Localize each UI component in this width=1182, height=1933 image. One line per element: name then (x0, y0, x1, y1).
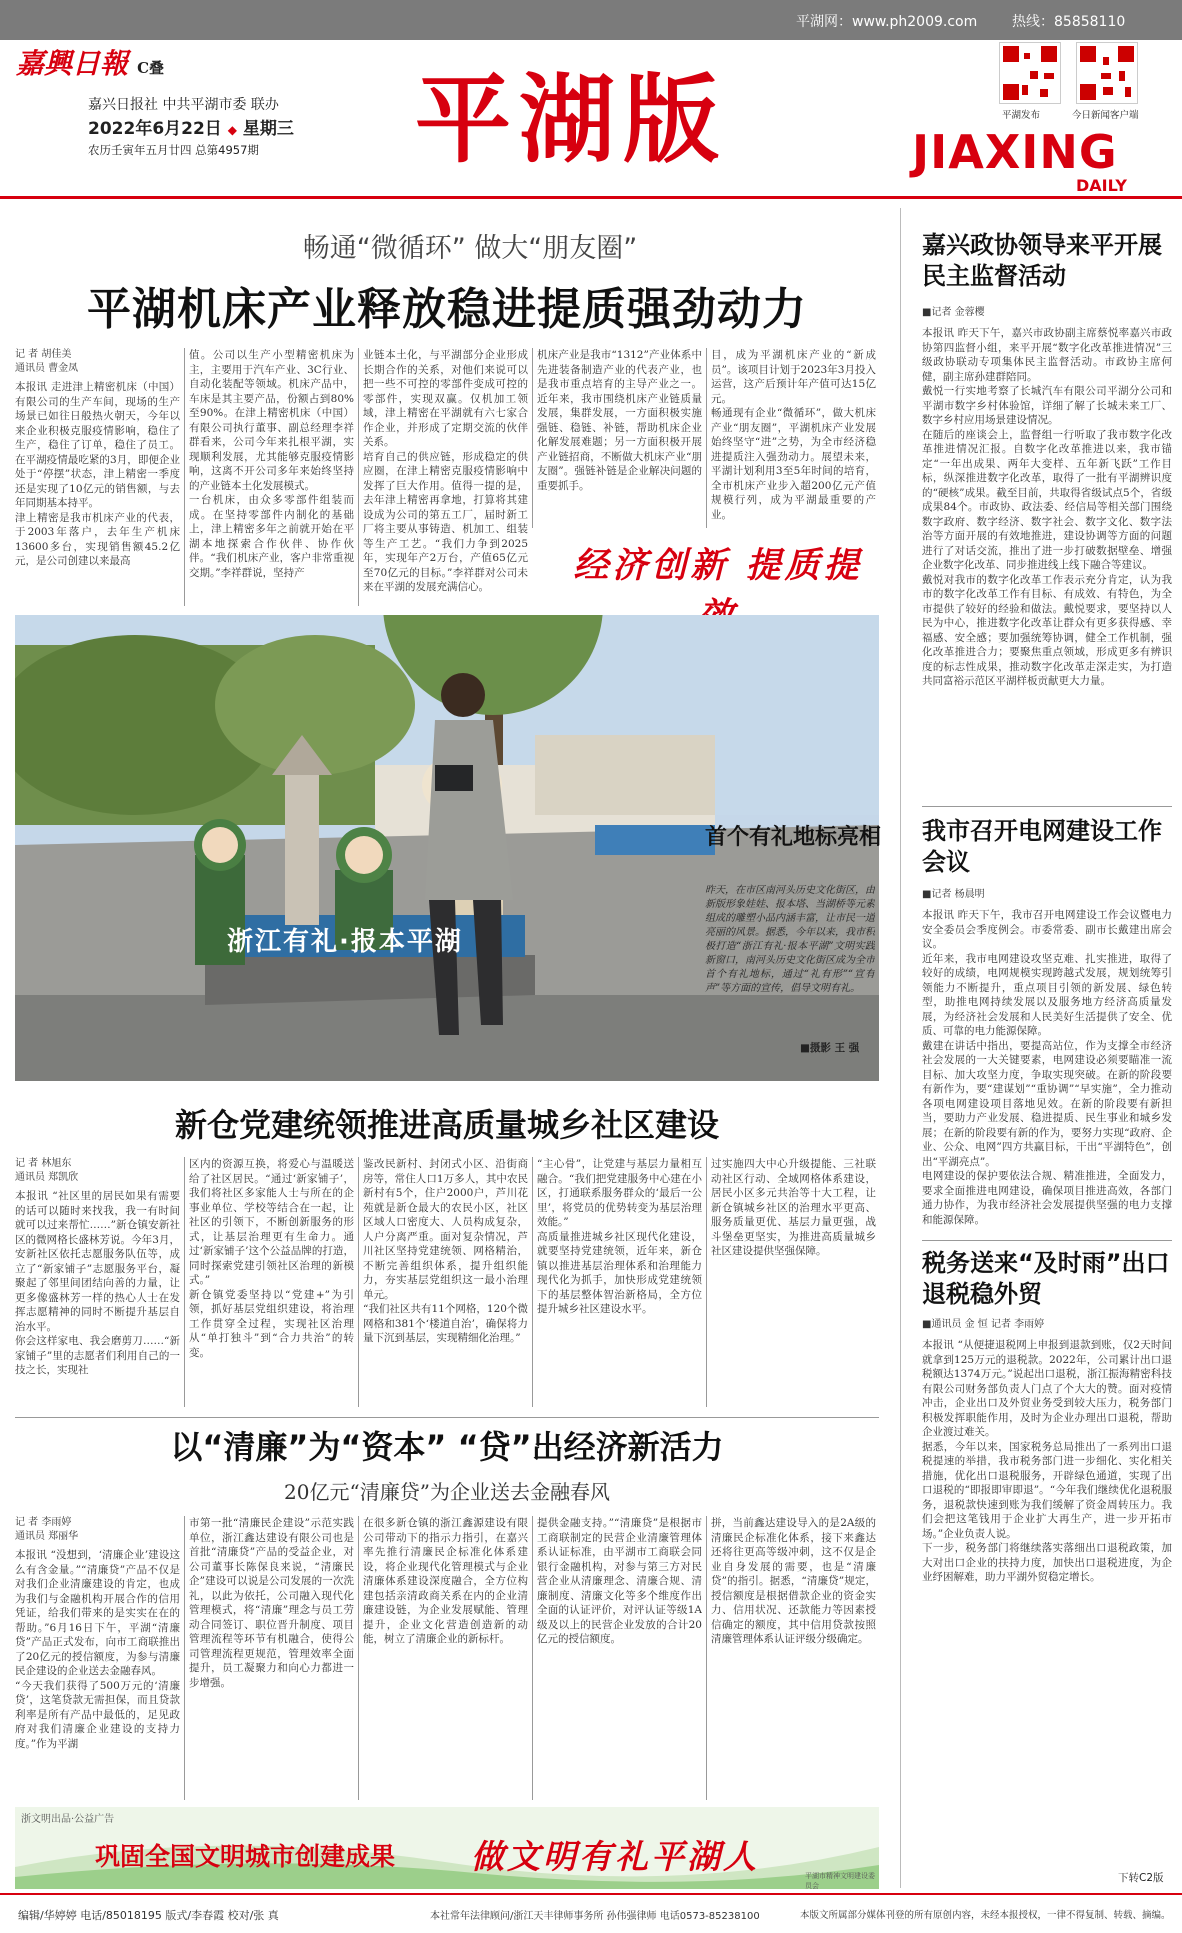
article2-column: 本报讯 “社区里的居民如果有需要的话可以随时来找我，我一有时间就可以过来帮忙……”新仓镇安新社区的微网格长盛林芳说。今年3月，安新社区依托志愿服务队伍等，成立了“新家铺子”志愿服务平台，凝聚起了邻里间团结向善的力量，让更多像盛林芳一样的热心人士在发挥志愿精神的同时不断提升基层自治水平。 你会这样家电、我会磨剪刀……“新家铺子”里的志愿者们利用自己的一技之长，实现社 (15, 1190, 180, 1376)
top-strip (0, 0, 1182, 40)
article2-byline (15, 1157, 165, 1185)
footer-editor: 编辑/华婷婷 电话/85018195 版式/李春霞 校对/张 真 (18, 1909, 279, 1922)
side3-byline: ■通讯员 金 恒 记者 李雨婷 (922, 1319, 1045, 1330)
byline-line: 通讯员 郑丽华 (15, 1531, 79, 1542)
lead-column: 业链本土化，与平湖部分企业形成长期合作的关系，对他们来说可以把一些不可控的零部件变成可控的零部件，实现双赢。仅机加工领域，津上精密在平湖就有六七家合作企业，并形成了定期交流的伙伴关系。 培育自己的供应链，形成稳定的供应圈，在津上精密克服疫情影响中发挥了巨大作用。值得一提的是，去年津上精密再拿地，打算将其建设成为公司的第五工厂，届时新工厂将主要从事铸造、机加工、组装等生产工艺。“我们力争到2025年，实现年产2万台，产值65亿元至70亿元的目标。”李祥群对公司未来在平湖的发展充满信心。 (363, 349, 528, 593)
side2-body: 本报讯 昨天下午，我市召开电网建设工作会议暨电力安全委员会季度例会。市委常委、副市长戴建出席会议。 近年来，我市电网建设攻坚克难、扎实推进，取得了较好的成绩，电网规模实现跨越式发展，规划统筹引领能力不断提升，重点项目引领的新发展、绿色转型，助推电网持续发展以及服务地方经济高质量发展，为经济社会发展和人民美好生活提供了安全、优质、可靠的电力能源保障。 戴建在讲话中指出，要提高站位，作为支撑全市经济社会发展的一大关键要素，电网建设必须要瞄准一流目标、加大攻坚力度，争取实现突破。在新的阶段要有新作为，要“建谋划”“重协调”“早实施”，全力推动各项电网建设项目落地见效。在新的阶段要有新担当，要助力产业发展、稳进提质、民生事业和城乡发展；在新的阶段要有新的作为，要努力实现“政府、企业、公众、电网”四方共赢目标，干出“平湖特色”，创出“平湖亮点”。 电网建设的保护要依法合规、精准推进，全面发力，要求全面推进电网建设，确保项目推进高效，各部门通力协作，为我市经济社会发展提供坚强的电力支撑和能源保障。 (922, 909, 1172, 1226)
byline-line: 记 者 李雨婷 (15, 1517, 72, 1528)
economy-slogan: 经济创新 提质提 (573, 545, 863, 586)
issue-date: 2022年6月22日 (88, 119, 222, 139)
column-rule (184, 1516, 185, 1800)
site-url[interactable]: 平湖网：www.ph2009.com (796, 14, 978, 30)
sidebar-rule (900, 208, 901, 1888)
column-rule (358, 1157, 359, 1407)
continued-note[interactable]: 下转C2版 (1118, 1872, 1164, 1884)
column-rule (532, 348, 533, 528)
byline-line: 记 者 胡佳美 (15, 349, 72, 360)
publishers: 嘉兴日报社 中共平湖市委 联办 (88, 97, 279, 113)
column-rule (706, 1157, 707, 1407)
qr-label: 平湖发布 (1002, 110, 1041, 121)
article3-column: 在很多新仓镇的浙江鑫源建设有限公司带动下的指示力指引，在嘉兴率先推行清廉民企标准化体系建设，将企业现代化管理模式与企业清廉体系建设深度融合，全方位构建包括亲清政商关系在内的企业清廉建设链，为企业发展赋能、管理提升，企业文化营造创造新的动能，树立了清廉企业的新标杆。 (363, 1517, 528, 1645)
banner-issuer: 平湖市精神文明建设委员会 (805, 1872, 875, 1889)
byline-line: 通讯员 曹金凤 (15, 363, 79, 374)
hotline: 热线：85858110 (1012, 14, 1126, 30)
lead-headline: 平湖机床产业释放稳进提质强劲动力 (87, 284, 807, 335)
lead-column: 目，成为平湖机床产业的“新成员”。该项目计划于2023年3月投入运营，这产后预计年产值可达15亿元。 畅通现有企业“微循环”，做大机床产业“朋友圈”，平湖机床产业发展始终坚守“进”之势，为全市经济稳进提质注入强劲动力。展望未来，平湖计划利用3至5年时间的培育，全市机床产业步入超200亿元产值规模行列，成为平湖最重要的产业。 (711, 349, 876, 521)
side3-headline: 税务送来“及时雨”出口退税稳外贸 (922, 1249, 1170, 1308)
banner-label: 浙文明出品·公益广告 (21, 1814, 115, 1825)
qr-label: 今日新闻客户端 (1072, 110, 1139, 121)
column-rule (532, 1516, 533, 1800)
banner-left: 巩固全国文明城市创建成果 (95, 1842, 396, 1871)
article3-column: 市第一批“清廉民企建设”示范实践单位，浙江鑫达建设有限公司也是首批“清廉贷”产品的受益企业，对公司董事长陈保良来说，“清廉民企”建设可以说是公司发展的一次洗礼，以此为依托，公司融入现代化管理模式，将“清廉”理念与员工劳动合同签订、职位晋升制度、项目管理流程等环节有机融合，使得公司管理流程更规范，管理效率全面提升，员工凝聚力和向心力都进一步增强。 (189, 1517, 354, 1689)
lead-column: 机床产业是我市“1312”产业体系中先进装备制造产业的代表产业，也是我市重点培育的主导产业之一。近年来，我市围绕机床产业链质量发展，集群发展，一方面积极实施强链、稳链、补链，帮助机床企业化解发展难题；另一方面积极开展产业链招商，不断做大机床产业“朋友圈”。强链补链是企业解决问题的重要抓手。 (537, 349, 702, 492)
article3-headline: 以“清廉”为“资本” “贷”出经济新活力 (170, 1428, 724, 1466)
masthead-logo-block (16, 42, 286, 82)
article2-column: “主心骨”，让党建与基层力量相互融合。“我们把党建服务中心建在小区，打通联系服务群众的‘最后一公里’，将党员的优势转变为基层治理效能。” 高质量推进城乡社区现代化建设，就要坚持党建统领，近年来，新仓镇以推进基层治理体系和治理能力现代化为抓手，加快形成党建统领下的基层整体智治新格局，全方位提升城乡社区建设水平。 (537, 1158, 702, 1315)
qr-code-icon[interactable] (999, 42, 1061, 104)
brand-en: JIAXING (912, 125, 1118, 179)
lead-column: 值。公司以生产小型精密机床为主，主要用于汽车产业、3C行业、自动化装配等领域。机床产品中，车床是其主要产品，份额占到80%至90%。在津上精密机床（中国）有限公司执行董事、副总经理李祥群看来，公司今年来扎根平湖，实现顺利发展，尤其能够克服疫情影响，这离不开公司多年来始终坚持的产业链本土化发展模式。 一台机床，由众多零部件组装而成。在坚持零部件内制化的基础上，津上精密多年之前就开始在平湖本地探索合作伙伴、协作伙伴。“我们机床产业，客户非常重视交期。”李祥群说，坚持产 (189, 349, 354, 579)
issue-date-line (88, 114, 294, 139)
article2-column: 区内的资源互换，将爱心与温暖送给了社区居民。“通过‘新家铺子’，我们将社区多家能人士与所在的企事业单位、学校等结合在一起，让社区的引领下，不断创新服务的形式，让基层治理更有生命力。通过‘新家铺子’这个公益品牌的打造，同时探索党建引领社区治理的新模式。” 新仓镇党委坚持以“党建+”为引领，抓好基层党组织建设，将治理工作贯穿全过程，实现社区治理从“单打独斗”到“合力共治”的转变。 (189, 1158, 354, 1359)
masthead-divider (0, 196, 1182, 199)
side1-headline: 嘉兴政协领导来平开展民主监督活动 (922, 231, 1162, 290)
side2-byline: ■记者 杨晨明 (922, 889, 985, 900)
banner-right: 做文明有礼平湖人 (471, 1837, 759, 1876)
lead-kicker: 畅通“微循环” 做大“朋友圈” (302, 233, 638, 264)
lunar-date: 农历壬寅年五月廿四 总第4957期 (88, 143, 259, 157)
article2-headline: 新仓党建统领推进高质量城乡社区建设 (174, 1106, 719, 1144)
article3-column: 提供金融支持。”“清廉贷”是根据市工商联制定的民营企业清廉管理体系认证标准，由平湖市工商联会同银行金融机构，对参与第三方对民营企业从清廉理念、清廉合规、清廉制度、清廉文化等多个维度作出全面的认证评价，对评认证等级1A级及以上的民营企业发放的合计20亿元的授信额度。 (537, 1517, 702, 1645)
lead-column: 本报讯 走进津上精密机床（中国）有限公司的生产车间，现场的生产场景已如往日般热火朝天，今年以来企业积极克服疫情影响，稳住了生产，稳住了订单，稳住了员工。在平湖疫情最吃紧的3月，即便企业处于“停摆”状态，津上精密一季度还是实现了10亿元的销售额，与去年同期基本持平。 津上精密是我市机床产业的代表，于2003年落户，去年生产机床13600多台，实现销售额45.2亿元，是公司创建以来最高 (15, 381, 180, 567)
newspaper-logo: 嘉興日報 (16, 47, 129, 80)
footer (0, 1893, 1182, 1933)
article3-column: 本报讯 “没想到，‘清廉企业’建设这么有含金量。”“清廉贷”产品不仅是对我们企业清廉建设的肯定，也成为我们与金融机构开展合作的信用凭证，给我们带来的是实实在在的帮助。”6月16日下午，平湖“清廉贷”产品正式发布，向市工商联推出了20亿元的授信额度，为参与清廉民企建设的企业送去金融春风。 “今天我们获得了500万元的‘清廉贷’，这笔贷款无需担保，而且贷款利率是所有产品中最低的，足见政府对我们清廉企业建设的支持力度。”作为平湖 (15, 1549, 180, 1750)
sidebar-divider (922, 806, 1172, 807)
column-rule (532, 1157, 533, 1407)
side1-byline: ■记者 金蓉樱 (922, 307, 985, 318)
article2-column: 鉴改民新村、封闭式小区、沿街商房等，常住人口1万多人，其中农民新村有5个，住户2000户，芦川花苑就是新仓最大的农民小区，社区区域人口密度大、人员构成复杂，人户分离严重。面对复杂情况，芦川社区坚持党建统领、网格精治，不断完善组织体系，提升组织能力，夯实基层党组织这一最小治理单元。 “我们社区共有11个网格，120个微网格和381个‘楼道自治’，确保将力量下沉到基层，实现精细化治理。” (363, 1158, 528, 1344)
column-rule (358, 1516, 359, 1800)
column-rule (358, 348, 359, 606)
photo-caption: 昨天，在市区南河头历史文化街区，由新版形象娃娃、报本塔、当湖桥等元素组成的雕塑小品内涵丰富，让市民一道亮丽的风景。据悉，今年以来，我市积极打造“浙江有礼·报本平湖”文明实践新窗口，南河头历史文化街区成为全市首个有礼地标，通过“礼有形”“宣有声”等方面的宣传，倡导文明有礼。 (705, 885, 875, 994)
article3-byline (15, 1516, 165, 1544)
article2-column: 过实施四大中心升级提能、三社联动社区行动、全域网格体系建设，居民小区多元共治等十大工程，让新仓镇城乡社区的治理水平更高、服务质量更优、基层力量更强，战斗堡垒更坚实，为推进高质量城乡社区建设提供坚强保障。 (711, 1158, 876, 1257)
article3-column: 拼，当前鑫达建设导入的是2A级的清廉民企标准化体系，接下来鑫达还将往更高等级冲刺，这不仅是企业自身发展的需要，也是“清廉贷”的指引。据悉，“清廉贷”规定，授信额度是根据借款企业的资金实力、信用状况、还款能力等因素授信确定的额度，其中信用贷款按照清廉管理体系认证评级分级确定。 (711, 1517, 876, 1645)
byline-line: 通讯员 郑凯欣 (15, 1172, 79, 1183)
diamond-icon: ◆ (227, 123, 237, 137)
side1-body: 本报讯 昨天下午，嘉兴市政协副主席蔡悦率嘉兴市政协第四监督小组，来平开展“数字化改革推进情况”三级政协联动专项集体民主监督活动。市政协主席何健，副主席孙建群陪同。 戴悦一行实地考察了长城汽车有限公司平湖分公司和平湖市数字乡村体验馆，详细了解了长城未来工厂、数字乡村应用场景建设情况。 在随后的座谈会上，监督组一行听取了我市数字化改革推进情况汇报。自数字化改革推进以来，我市锚定“一年出成果、两年大变样、五年新飞跃”工作目标，纵深推进数字化改革，取得了一批有平湖辨识度的“硬核”成果。截至目前，共取得省级试点5个，省级成果84个。市政协、政法委、经信局等相关部门围绕数字政府、数字经济、数字社会、数字文化、数字法治等方面开展的有效地推进，建设协调等方面的问题进行了对话交流，推出了进一步打破数据壁垒、增强企业数字化改革、同步推进线上线下融合等建议。 戴悦对我市的数字化改革工作表示充分肯定，认为我市的数字化改革工作有目标、有成效、有特色，为全市提供了较好的经验和做法。戴悦要求，要坚持以人民为中心，推进数字化改革让群众有更多获得感、幸福感、安全感；要加强统筹协调，健全工作机制，强化改革推进合力；要聚焦重点领域，形成更多有辨识度的标志性成果，推动数字化改革走深走实，为打造共同富裕示范区平湖样板贡献更大力量。 (922, 327, 1172, 687)
section-code: C叠 (137, 59, 165, 77)
photo-title: 首个有礼地标亮相 (705, 825, 882, 850)
section-divider (15, 1417, 879, 1418)
column-rule (706, 1516, 707, 1800)
byline-line: 记 者 林旭东 (15, 1158, 72, 1169)
column-rule (184, 1157, 185, 1407)
side3-body: 本报讯 “从便捷退税网上申报到退款到账，仅2天时间就拿到125万元的退税款。2022年，公司累计出口退税额达1374万元。”说起出口退税，浙江振海精密科技有限公司财务部负责人门点了个大大的赞。面对疫情冲击，企业出口及外贸业务受到较大压力，税务部门积极发挥职能作用，及时为企业办理出口退税，帮助企业渡过难关。 据悉，今年以来，国家税务总局推出了一系列出口退税提速的举措，我市税务部门进一步细化、实化相关措施，优化出口退税服务，开辟绿色通道，实现了出口退税的“即报即审即退”。“今年我们继续优化退税服务，退税款快速到账为我们缓解了资金周转压力。我们会把这笔钱用于企业扩大再生产，进一步开拓市场。”企业负责人说。 下一步，税务部门将继续落实落细出口退税政策，加大对出口企业的扶持力度，加快出口退税进度，为企业纾困解难，助力平湖外贸稳定增长。 (922, 1339, 1172, 1583)
side2-headline: 我市召开电网建设工作会议 (922, 817, 1162, 876)
footer-ad: 本社常年法律顾问/浙江天丰律师事务所 孙伟强律师 电话0573-85238100 (430, 1911, 760, 1922)
sign-text: 浙江有礼·报本平湖 (227, 927, 463, 957)
civility-banner (15, 1807, 879, 1889)
weekday: 星期三 (242, 119, 294, 139)
article3-subhead: 20亿元“清廉贷”为企业送去金融春风 (284, 1480, 610, 1504)
brand-en-sub: DAILY (1076, 176, 1127, 195)
edition-title: 平湖版 (415, 63, 727, 176)
sidebar-divider (922, 1240, 1172, 1241)
lead-byline (15, 348, 165, 376)
photo-credit: ■摄影 王 强 (800, 1042, 860, 1054)
qr-code-icon[interactable] (1076, 42, 1138, 104)
footer-notice: 本版文所属部分媒体刊登的所有原创内容，未经本报授权，一律不得复制、转载、摘编。 (800, 1910, 1171, 1921)
column-rule (706, 348, 707, 528)
column-rule (184, 348, 185, 606)
